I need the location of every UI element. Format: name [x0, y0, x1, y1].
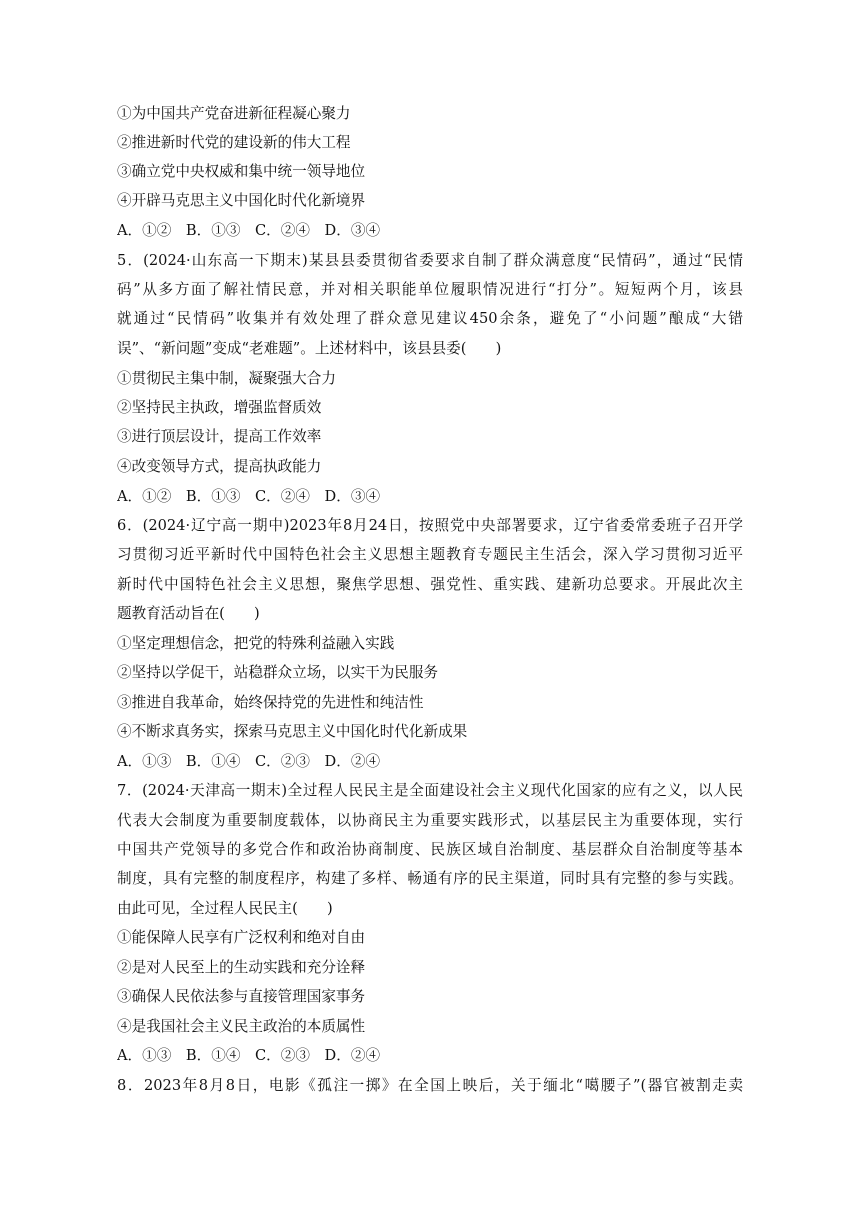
q4-option-1: ①为中国共产党奋进新征程凝心聚力 [117, 105, 351, 122]
q6-stem-line-2: 习贯彻习近平新时代中国特色社会主义思想主题教育专题民主生活会，深入学习贯彻习近平 [117, 546, 743, 563]
q7-option-2: ②是对人民至上的生动实践和充分诠释 [117, 959, 366, 976]
q6-option-3: ③推进自我革命，始终保持党的先进性和纯洁性 [117, 694, 424, 711]
q5-option-3: ③进行顶层设计，提高工作效率 [117, 428, 322, 445]
q4-option-2: ②推进新时代党的建设新的伟大工程 [117, 134, 351, 151]
q6-stem-line-1: 6．(2024·辽宁高一期中)2023年8月24日，按照党中央部署要求，辽宁省委常委班子召开学 [117, 517, 743, 534]
q6-option-1: ①坚定理想信念，把党的特殊利益融入实践 [117, 635, 395, 652]
q6-stem-line-3: 新时代中国特色社会主义思想，聚焦学思想、强党性、重实践、建新功总要求。开展此次主 [117, 576, 743, 593]
q5-stem-line-4: 误”、“新问题”变成“老难题”。上述材料中，该县县委( ) [117, 340, 502, 357]
q7-stem-line-3: 中国共产党领导的多党合作和政治协商制度、民族区域自治制度、基层群众自治制度等基本 [117, 841, 743, 858]
q4-option-4: ④开辟马克思主义中国化时代化新境界 [117, 192, 366, 209]
q7-stem-line-2: 代表大会制度为重要制度载体，以协商民主为重要实践形式，以基层民主为重要体现，实行 [117, 812, 743, 829]
q6-answer-choices: A．①③ B．①④ C．②③ D．②④ [117, 753, 381, 770]
q7-option-1: ①能保障人民享有广泛权利和绝对自由 [117, 929, 366, 946]
q5-option-1: ①贯彻民主集中制，凝聚强大合力 [117, 370, 336, 387]
q4-answer-choices: A．①② B．①③ C．②④ D．③④ [117, 222, 381, 239]
q5-stem-line-2: 码”从多方面了解社情民意，并对相关职能单位履职情况进行“打分”。短短两个月，该县 [117, 281, 743, 298]
q6-option-4: ④不断求真务实，探索马克思主义中国化时代化新成果 [117, 723, 468, 740]
q7-option-3: ③确保人民依法参与直接管理国家事务 [117, 988, 366, 1005]
q7-option-4: ④是我国社会主义民主政治的本质属性 [117, 1018, 366, 1035]
q5-option-2: ②坚持民主执政，增强监督质效 [117, 399, 322, 416]
q5-option-4: ④改变领导方式，提高执政能力 [117, 458, 322, 475]
q6-stem-line-4: 题教育活动旨在( ) [117, 605, 260, 622]
q7-answer-choices: A．①③ B．①④ C．②③ D．②④ [117, 1047, 381, 1064]
q8-stem-line-1: 8．2023年8月8日，电影《孤注一掷》在全国上映后，关于缅北“噶腰子”(器官被割走卖 [117, 1077, 743, 1094]
q6-option-2: ②坚持以学促干，站稳群众立场，以实干为民服务 [117, 664, 439, 681]
q7-stem-line-5: 由此可见，全过程人民民主( ) [117, 900, 333, 917]
q5-answer-choices: A．①② B．①③ C．②④ D．③④ [117, 488, 381, 505]
q7-stem-line-1: 7．(2024·天津高一期末)全过程人民民主是全面建设社会主义现代化国家的应有之义，以人民 [117, 782, 743, 799]
q5-stem-line-3: 就通过“民情码”收集并有效处理了群众意见建议450余条，避免了“小问题”酿成“大错 [117, 310, 743, 327]
q7-stem-line-4: 制度，具有完整的制度程序，构建了多样、畅通有序的民主渠道，同时具有完整的参与实践。 [117, 870, 743, 887]
q4-option-3: ③确立党中央权威和集中统一领导地位 [117, 163, 366, 180]
q5-stem-line-1: 5．(2024·山东高一下期末)某县县委贯彻省委要求自制了群众满意度“民情码”，通过“民情 [117, 252, 743, 269]
